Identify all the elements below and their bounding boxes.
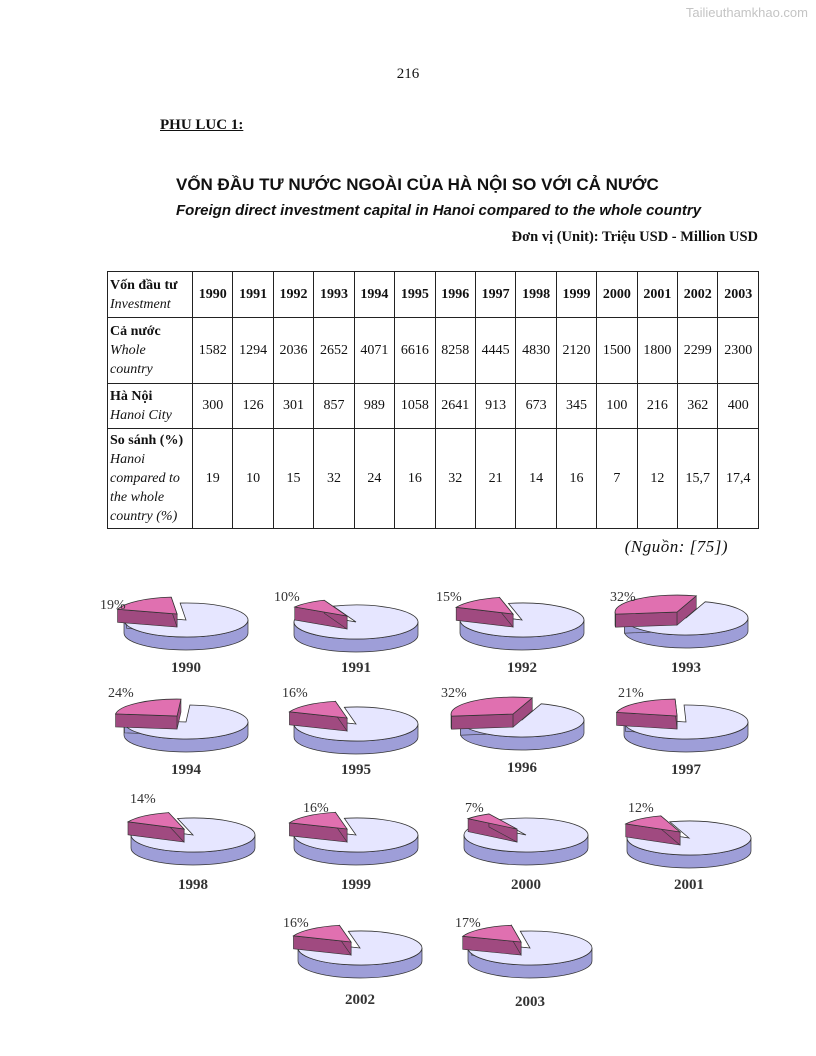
pie-percent-label: 14% (130, 792, 156, 807)
table-cell: 345 (556, 384, 596, 429)
year-header: 2003 (718, 272, 759, 318)
year-header: 1994 (354, 272, 394, 318)
pie-percent-label: 7% (465, 801, 484, 816)
table-cell: 1582 (193, 318, 233, 384)
year-header: 1992 (273, 272, 313, 318)
pie-chart-1995 (282, 686, 418, 778)
table-cell: 19 (193, 429, 233, 529)
page-number: 216 (396, 66, 420, 82)
table-cell: 15,7 (678, 429, 718, 529)
header-label-en: Investment (110, 296, 171, 312)
pie-chart-1994 (108, 686, 248, 778)
source-note: (Nguồn: [75]) (624, 537, 728, 556)
pie-year-label: 2002 (345, 992, 375, 1008)
pie-chart-1999 (289, 801, 418, 893)
table-cell: 1058 (395, 384, 435, 429)
pie-percent-label: 24% (108, 686, 134, 701)
header-label-vn: Vốn đầu tư (110, 277, 178, 293)
table-cell: 2300 (718, 318, 759, 384)
year-header: 2000 (597, 272, 637, 318)
pie-percent-label: 19% (100, 598, 126, 613)
pie-percent-label: 16% (283, 916, 309, 931)
table-cell: 2641 (435, 384, 475, 429)
table-cell: 2652 (314, 318, 354, 384)
year-header: 2002 (678, 272, 718, 318)
table-cell: 4071 (354, 318, 394, 384)
year-header: 1990 (193, 272, 233, 318)
table-cell: 4830 (516, 318, 556, 384)
table-cell: 300 (193, 384, 233, 429)
appendix-label: PHU LUC 1: (160, 117, 244, 133)
pie-chart-2001 (626, 801, 751, 893)
table-cell: 21 (475, 429, 515, 529)
pie-slice-wall (116, 714, 178, 729)
pie-percent-label: 21% (618, 686, 644, 701)
pie-chart-1993 (610, 590, 748, 676)
watermark: Tailieuthamkhao.com (685, 5, 808, 20)
table-cell: 857 (314, 384, 354, 429)
pie-chart-1992 (436, 590, 584, 676)
table-cell: 16 (556, 429, 596, 529)
year-header: 1993 (314, 272, 354, 318)
pie-year-label: 2001 (674, 877, 704, 893)
table-cell: 17,4 (718, 429, 759, 529)
pie-percent-label: 32% (610, 590, 636, 605)
pie-chart-1998 (128, 792, 255, 893)
pie-percent-label: 16% (303, 801, 329, 816)
pie-percent-label: 16% (282, 686, 308, 701)
pie-chart-2003 (455, 916, 592, 1010)
pie-year-label: 1999 (341, 877, 371, 893)
row-label-en: Hanoi City (110, 408, 172, 423)
pie-year-label: 2003 (515, 994, 545, 1010)
table-cell: 32 (314, 429, 354, 529)
pie-year-label: 1991 (341, 660, 371, 676)
pie-percent-label: 32% (441, 686, 467, 701)
pie-chart-1997 (617, 686, 748, 778)
table-cell: 12 (637, 429, 677, 529)
year-header: 1997 (475, 272, 515, 318)
year-header: 1995 (395, 272, 435, 318)
pie-year-label: 1992 (507, 660, 537, 676)
table-cell: 913 (475, 384, 515, 429)
pie-slice-hanoi (116, 699, 181, 716)
table-cell: 32 (435, 429, 475, 529)
row-label-en: Whole country (110, 343, 153, 377)
table-cell: 16 (395, 429, 435, 529)
pie-percent-label: 17% (455, 916, 481, 931)
row-label-vn: Cả nước (110, 324, 161, 339)
table-cell: 2120 (556, 318, 596, 384)
title-vietnamese: VỐN ĐẦU TƯ NƯỚC NGOÀI CỦA HÀ NỘI SO VỚI CẢ NƯỚC (176, 175, 659, 194)
pie-year-label: 1995 (341, 762, 371, 778)
table-cell: 989 (354, 384, 394, 429)
pie-year-label: 1998 (178, 877, 208, 893)
pie-chart-1990 (100, 597, 248, 676)
unit-note: Đơn vị (Unit): Triệu USD - Million USD (511, 229, 758, 245)
pie-year-label: 1993 (671, 660, 701, 676)
year-header: 1998 (516, 272, 556, 318)
table-cell: 100 (597, 384, 637, 429)
table-cell: 216 (637, 384, 677, 429)
pie-percent-label: 12% (628, 801, 654, 816)
year-header: 1991 (233, 272, 273, 318)
year-header: 2001 (637, 272, 677, 318)
year-header: 1996 (435, 272, 475, 318)
table-cell: 126 (233, 384, 273, 429)
title-english: Foreign direct investment capital in Hanoi compared to the whole country (176, 202, 702, 219)
table-cell: 1294 (233, 318, 273, 384)
table-cell: 673 (516, 384, 556, 429)
table-cell: 8258 (435, 318, 475, 384)
pie-slice-wall (616, 612, 678, 627)
year-header: 1999 (556, 272, 596, 318)
pie-year-label: 1990 (171, 660, 201, 676)
table-cell: 24 (354, 429, 394, 529)
table-cell: 362 (678, 384, 718, 429)
pie-chart-1996 (441, 686, 584, 776)
pie-chart-2000 (464, 801, 588, 893)
pie-percent-label: 10% (274, 590, 300, 605)
table-cell: 1500 (597, 318, 637, 384)
table-cell: 2299 (678, 318, 718, 384)
table-cell: 2036 (273, 318, 313, 384)
pie-slice-wall (452, 714, 514, 729)
pie-chart-2002 (283, 916, 422, 1008)
pie-year-label: 1996 (507, 760, 537, 776)
row-label-en: Hanoi compared to the whole country (%) (110, 452, 180, 524)
table-cell: 1800 (637, 318, 677, 384)
table-cell: 301 (273, 384, 313, 429)
table-cell: 4445 (475, 318, 515, 384)
table-cell: 15 (273, 429, 313, 529)
table-cell: 400 (718, 384, 759, 429)
table-cell: 10 (233, 429, 273, 529)
pie-year-label: 1997 (671, 762, 701, 778)
row-label-vn: Hà Nội (110, 389, 153, 404)
pie-year-label: 2000 (511, 877, 541, 893)
table-cell: 6616 (395, 318, 435, 384)
row-label-vn: So sánh (%) (110, 433, 184, 448)
pie-chart-1991 (274, 590, 418, 676)
table-cell: 7 (597, 429, 637, 529)
table-cell: 14 (516, 429, 556, 529)
pie-percent-label: 15% (436, 590, 462, 605)
pie-year-label: 1994 (171, 762, 201, 778)
